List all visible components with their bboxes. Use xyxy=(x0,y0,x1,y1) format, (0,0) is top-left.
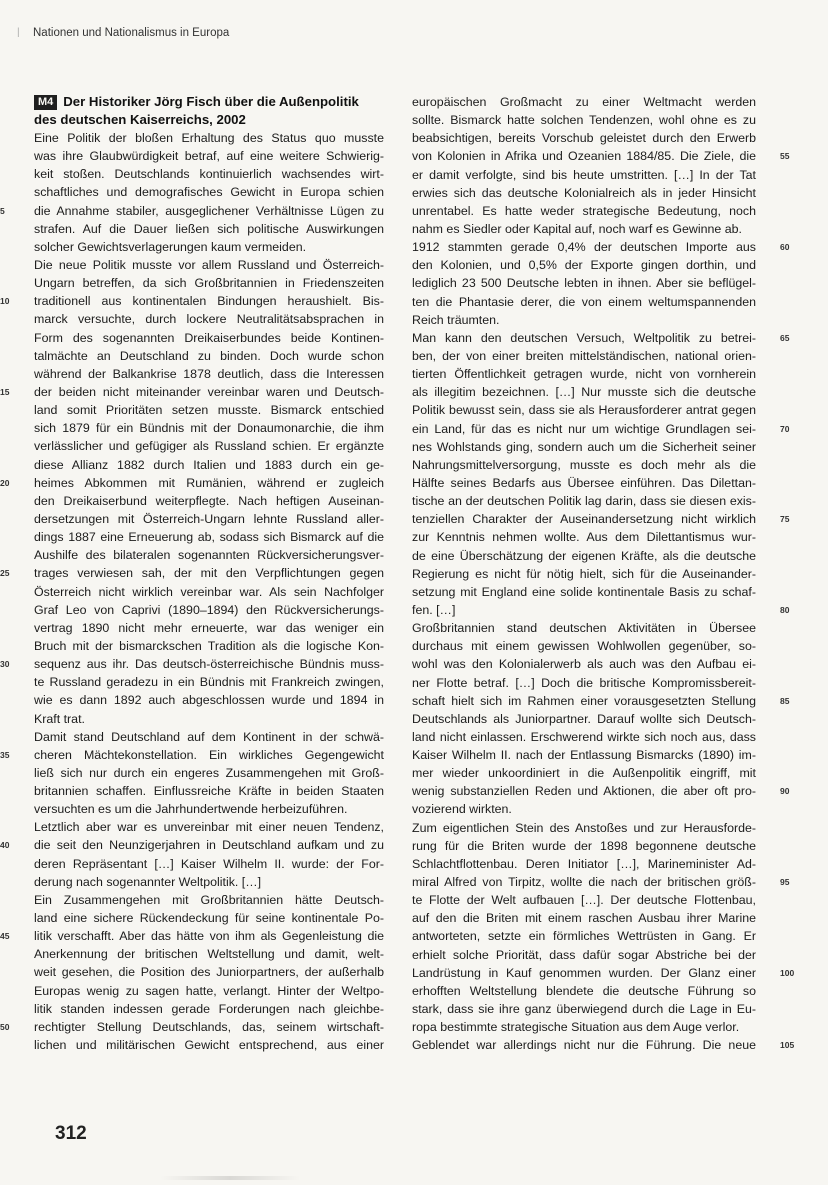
line-number: 25 xyxy=(0,568,10,579)
text-line xyxy=(0,202,384,220)
line-text: diese Allianz 1882 durch Italien und 1883 durch ein ge- xyxy=(34,457,384,472)
line-text: strafen. Auf die Dauer ließen sich politische Auswirkungen xyxy=(34,221,384,236)
line-text: durchaus mit einem gewissen Wohlwollen gegenüber, so- xyxy=(412,639,756,654)
text-line xyxy=(412,166,756,184)
text-line xyxy=(412,946,756,964)
line-number: 40 xyxy=(0,840,10,851)
running-head xyxy=(17,27,230,39)
right-column xyxy=(412,93,795,1054)
text-line xyxy=(0,383,384,401)
text-line xyxy=(412,764,756,782)
line-text: ließ sich nur durch ein engeres Zusammengehen mit Groß- xyxy=(34,765,384,780)
line-number: 100 xyxy=(780,967,795,978)
text-line xyxy=(412,274,756,292)
line-text: Österreich nicht wirklich vereinbar war. Als sein Nachfolger xyxy=(34,584,384,599)
line-number: 60 xyxy=(780,242,790,253)
line-text: heimes Abkommen mit Rumänien, während er zugleich xyxy=(34,475,384,490)
line-text: tierten Öffentlichkeit getragen wurde, nicht von vornherein xyxy=(412,367,756,382)
text-line xyxy=(34,165,384,183)
text-line xyxy=(34,310,384,328)
line-text: sollte. Bismarck hatte solchen Tendenzen, wohl ohne es zu xyxy=(412,113,756,128)
text-line xyxy=(412,891,756,909)
text-line xyxy=(412,111,756,129)
line-text: keit stoßen. Deutschlands kontinuierlich wachsendes wirt- xyxy=(34,167,384,182)
text-line xyxy=(0,655,384,673)
text-line xyxy=(412,383,756,401)
line-text: die seit den Neunzigerjahren in Deutschland aufkam und zu xyxy=(34,838,384,853)
text-line xyxy=(34,492,384,510)
text-line xyxy=(412,619,756,637)
line-text: rung für die Briten wurde der 1898 begonnene deutsche xyxy=(412,838,756,853)
text-line xyxy=(34,1000,384,1018)
text-line xyxy=(34,546,384,564)
text-line xyxy=(0,836,384,854)
left-text-block xyxy=(0,129,384,1054)
line-text: als illegitim bezeichnen. […] Nur musste sich die deutsche xyxy=(412,385,756,400)
line-text: Europas wenig zu sagen hatte, verlangt. Hinter der Weltpo- xyxy=(34,983,384,998)
text-line xyxy=(34,855,384,873)
line-text: Landrüstung in Kauf genommen wurden. Der Glanz einer xyxy=(412,965,756,980)
line-text: Man kann den deutschen Versuch, Weltpolitik zu betrei- xyxy=(412,330,756,345)
line-text: Geblendet war allerdings nicht nur die Führung. Die neue xyxy=(412,1038,756,1053)
line-text: tenziellen Charakter der Auseinandersetzung nicht wirklich xyxy=(412,512,756,527)
line-number: 20 xyxy=(0,477,10,488)
text-line xyxy=(412,728,756,746)
line-text: dings 1887 eine Erneuerung ab, sodass sich Bismarck auf die xyxy=(34,530,384,545)
text-line xyxy=(34,818,384,836)
text-line xyxy=(34,800,384,818)
text-line xyxy=(34,347,384,365)
line-text: Graf Leo von Caprivi (1890–1894) den Rückversicherungs- xyxy=(34,602,384,617)
line-text: während der Balkankrise 1878 deutlich, dass die Interessen xyxy=(34,366,384,381)
line-text: schaft hielt sich im Rahmen einer vorausgesetzten Stellung xyxy=(412,693,756,708)
line-text: mer wieder unkoordiniert in die Außenpolitik eingriff, mit xyxy=(412,766,756,781)
text-line xyxy=(412,547,756,565)
line-number: 90 xyxy=(780,786,790,797)
line-text: stark, dass sie ihre ganz überwiegend durch die Lage in Eu- xyxy=(412,1002,756,1017)
running-head-text: Nationen und Nationalismus in Europa xyxy=(33,27,230,39)
text-line xyxy=(0,1018,384,1036)
text-line xyxy=(412,311,756,329)
right-text-block xyxy=(412,93,795,1054)
line-text: te Russland geradezu in ein Bündnis mit Frankreich zwingen, xyxy=(34,675,384,690)
text-line xyxy=(0,474,384,492)
text-line xyxy=(412,129,756,147)
line-number: 30 xyxy=(0,659,10,670)
line-text: nahm es Siedler oder Kapital auf, noch warf es Gewinne ab. xyxy=(412,221,742,236)
line-text: traditionell aus kontinentalen Bindungen heraushielt. Bis- xyxy=(34,294,384,309)
line-text: ropa bestimmte strategische Situation aus dem Auge verlor. xyxy=(412,1020,740,1035)
line-text: Bruch mit der bismarckschen Tradition als die logische Kon- xyxy=(34,638,384,653)
text-line xyxy=(34,419,384,437)
line-number: 85 xyxy=(780,695,790,706)
line-text: Die neue Politik musste vor allem Russland und Österreich- xyxy=(34,257,384,272)
text-line xyxy=(412,329,790,347)
text-line xyxy=(34,691,384,709)
text-line xyxy=(412,456,756,474)
text-line xyxy=(412,964,795,982)
text-line xyxy=(34,982,384,1000)
text-line xyxy=(412,528,756,546)
text-line xyxy=(0,292,384,310)
line-text: Anerkennung der britischen Weltstellung und damit, welt- xyxy=(34,947,384,962)
text-line xyxy=(34,365,384,383)
text-line xyxy=(412,837,756,855)
line-text: Kaiser Wilhelm II. nach der Entlassung Bismarcks (1890) im- xyxy=(412,748,756,763)
text-line xyxy=(34,256,384,274)
line-text: Zum eigentlichen Stein des Anstoßes und zur Herausforde- xyxy=(412,820,756,835)
text-line xyxy=(0,927,384,945)
line-text: vozierend wirkten. xyxy=(412,802,512,817)
footer-mark xyxy=(160,1176,300,1180)
text-line xyxy=(34,728,384,746)
page-number: 312 xyxy=(55,1123,87,1144)
line-text: Ungarn betreffen, da sich Großbritannien in Friedenszeiten xyxy=(34,276,384,291)
line-text: te Flotte der Welt aufbauen […]. Der deutsche Flottenbau, xyxy=(412,893,756,908)
line-text: trages verwiesen sah, der mit den Verpflichtungen gegen xyxy=(34,566,384,581)
line-text: Form des sogenannten Dreikaiserbundes beide Kontinen- xyxy=(34,330,384,345)
text-line xyxy=(412,782,790,800)
line-text: beabsichtigen, bereits Vorschub geleistet durch den Erwerb xyxy=(412,131,756,146)
line-text: schaftliches und demografisches Gewicht in Europa schien xyxy=(34,185,384,200)
text-line xyxy=(412,256,756,274)
source-title-line1: Der Historiker Jörg Fisch über die Außenpolitik xyxy=(63,94,359,109)
text-line xyxy=(412,1000,756,1018)
line-text: wenig substanziellen Reden und Aktionen, die aber oft pro- xyxy=(412,784,756,799)
text-line xyxy=(412,492,756,510)
line-text: ben, der von einer breiten mittelständischen, national orien- xyxy=(412,348,756,363)
text-line xyxy=(34,710,384,728)
text-line xyxy=(34,637,384,655)
text-line xyxy=(34,963,384,981)
text-line xyxy=(412,710,756,728)
text-line xyxy=(34,909,384,927)
text-line xyxy=(34,220,384,238)
source-badge: M4 xyxy=(34,95,57,110)
text-line xyxy=(34,1036,384,1054)
line-text: er damit verfolgte, sind bis heute umstritten. […] In der Tat xyxy=(412,167,756,182)
text-line xyxy=(412,293,756,311)
line-number: 80 xyxy=(780,604,790,615)
text-line xyxy=(34,274,384,292)
text-line xyxy=(412,746,756,764)
line-number: 5 xyxy=(0,205,5,216)
text-line xyxy=(412,147,790,165)
line-text: ein Land, für das es nicht nur um wichtige Grundlagen sei- xyxy=(412,421,756,436)
line-text: ten die Phantasie derer, die von einem weltumspannenden xyxy=(412,294,756,309)
margin-mark: | xyxy=(17,27,20,38)
text-line xyxy=(34,456,384,474)
line-text: vertrag 1890 nicht mehr erneuerte, war das weniger ein xyxy=(34,620,384,635)
line-text: Letztlich aber war es unvereinbar mit einer neuen Tendenz, xyxy=(34,820,384,835)
line-text: solcher Gewichtsverlagerungen kaum vermeiden. xyxy=(34,239,307,254)
text-line xyxy=(34,764,384,782)
line-text: von Kolonien in Afrika und Ozeanien 1884/85. Die Ziele, die xyxy=(412,149,756,164)
line-text: Politik bewusst sein, dass sie als Herausforderer antrat gegen xyxy=(412,403,756,418)
line-number: 105 xyxy=(780,1040,795,1051)
line-number: 45 xyxy=(0,931,10,942)
text-line xyxy=(34,619,384,637)
text-line xyxy=(412,674,756,692)
line-text: setzung mit England eine solide kontinentale Basis zu schaf- xyxy=(412,584,756,599)
line-text: Damit stand Deutschland auf dem Kontinent in der schwä- xyxy=(34,729,384,744)
line-text: wohl was den Kolonialerwerb als auch was den Aufbau ei- xyxy=(412,657,756,672)
line-number: 10 xyxy=(0,296,10,307)
text-line xyxy=(412,202,756,220)
line-text: dersetzungen mit Österreich-Ungarn lehnte Russland aller- xyxy=(34,511,384,526)
line-text: der beiden nicht miteinander vereinbar waren und Deutsch- xyxy=(34,384,384,399)
line-text: Nahrungsmittelversorgung, musste es doch mehr als die xyxy=(412,457,756,472)
text-line xyxy=(412,401,756,419)
line-text: marck versuchte, durch lockere Neutralitätsabsprachen in xyxy=(34,312,384,327)
line-text: erhofften Weltstellung blendete die deutsche Führung so xyxy=(412,983,756,998)
text-line xyxy=(412,474,756,492)
left-column xyxy=(0,93,384,1054)
source-title-line2: des deutschen Kaiserreichs, 2002 xyxy=(34,112,246,127)
line-text: litik verschafft. Aber das hätte von ihm als Gegenleistung die xyxy=(34,929,384,944)
text-line xyxy=(412,601,790,619)
line-number: 55 xyxy=(780,151,790,162)
text-line xyxy=(412,655,756,673)
line-text: sich 1879 für ein Bündnis mit der Donaumonarchie, die ihm xyxy=(34,421,384,436)
line-text: sequenz aus ihr. Das deutsch-österreichische Bündnis muss- xyxy=(34,657,384,672)
text-line xyxy=(412,220,756,238)
text-line xyxy=(412,1036,795,1054)
line-text: erhielt solche Priorität, dass dafür sogar Abstriche bei der xyxy=(412,947,756,962)
line-text: was ihre Glaubwürdigkeit betraf, auf eine weitere Schwierig- xyxy=(34,149,384,164)
text-line xyxy=(34,873,384,891)
text-line xyxy=(34,528,384,546)
text-line xyxy=(412,637,756,655)
line-text: Ein Zusammengehen mit Großbritannien hätte Deutsch- xyxy=(34,892,384,907)
line-text: die Annahme stabiler, ausgeglichener Verhältnisse Lügen zu xyxy=(34,203,384,218)
text-line xyxy=(412,927,756,945)
line-text: Eine Politik der bloßen Erhaltung des Status quo musste xyxy=(34,131,384,145)
line-text: zur Kenntnis nehmen wollte. Aus dem Dilettantismus wur- xyxy=(412,530,756,545)
line-text: rechtigter Stellung Deutschlands, das, seinem wirtschaft- xyxy=(34,1019,384,1034)
text-line xyxy=(412,909,756,927)
text-line xyxy=(34,329,384,347)
text-line xyxy=(34,437,384,455)
line-text: lichen und militärischen Gewicht entsprechend, aus einer xyxy=(34,1038,384,1053)
line-number: 50 xyxy=(0,1021,10,1032)
text-line xyxy=(412,347,756,365)
line-text: weit gesehen, die Position des Juniorpartners, der außerhalb xyxy=(34,965,384,980)
text-line xyxy=(34,945,384,963)
text-line xyxy=(34,129,384,147)
text-line xyxy=(412,365,756,383)
text-line xyxy=(34,891,384,909)
line-number: 75 xyxy=(780,514,790,525)
line-text: land eine sichere Rückendeckung für seine kontinentale Po- xyxy=(34,911,384,926)
line-text: nes Wohlstands ging, sondern auch um die Sicherheit seiner xyxy=(412,439,756,454)
text-line xyxy=(34,238,384,256)
text-line xyxy=(412,438,756,456)
line-text: den Dreikaiserbund weiterpflegte. Nach heftigen Auseinan- xyxy=(34,493,384,508)
line-text: Regierung es nicht für nötig hielt, sich für die Auseinander- xyxy=(412,566,756,581)
line-text: cheren Mächtekonstellation. Ein wirkliches Gegengewicht xyxy=(34,747,384,762)
line-text: britannien schaffen. Einflussreiche Kräfte in beiden Staaten xyxy=(34,784,384,799)
line-text: miral Alfred von Tirpitz, wollte die nach der britischen größ- xyxy=(412,875,756,890)
text-line xyxy=(412,692,790,710)
line-text: land nicht einlassen. Erschwerend wirkte sich noch aus, dass xyxy=(412,729,756,744)
line-number: 95 xyxy=(780,877,790,888)
line-text: Aushilfe des bilateralen sogenannten Rückversicherungsver- xyxy=(34,548,384,563)
line-text: litik standen indessen gerade Forderungen nach gleichbe- xyxy=(34,1001,384,1016)
line-number: 35 xyxy=(0,749,10,760)
text-line xyxy=(412,93,756,111)
text-line xyxy=(412,873,790,891)
line-number: 70 xyxy=(780,423,790,434)
line-text: tische an der deutschen Politik lag darin, dass sie diesen exis- xyxy=(412,494,756,509)
text-line xyxy=(412,1018,756,1036)
line-text: Kraft trat. xyxy=(34,711,85,726)
line-text: auf den die Briten mit einem raschen Ausbau ihrer Marine xyxy=(412,911,756,926)
line-text: wie es dann 1892 auch abgeschlossen wurde und 1894 in xyxy=(34,693,384,708)
text-line xyxy=(34,583,384,601)
text-line xyxy=(34,147,384,165)
text-line xyxy=(0,746,384,764)
line-text: de eine Überschätzung der eigenen Kräfte, als die deutsche xyxy=(412,548,756,563)
text-line xyxy=(34,183,384,201)
line-text: unrentabel. Es hatte weder strategische Bedeutung, noch xyxy=(412,203,756,218)
text-line xyxy=(34,510,384,528)
line-text: fen. […] xyxy=(412,602,456,617)
text-line xyxy=(34,782,384,800)
text-line xyxy=(412,510,790,528)
text-line xyxy=(412,982,756,1000)
text-line xyxy=(412,420,790,438)
line-text: versuchten es um die Jahrhundertwende herbeizuführen. xyxy=(34,802,348,817)
line-text: den Kolonien, und 0,5% der Exporte gingen dorthin, und xyxy=(412,258,756,273)
line-text: erwies sich das deutsche Kolonialreich als in jeder Hinsicht xyxy=(412,185,756,200)
text-line xyxy=(412,184,756,202)
text-line xyxy=(0,564,384,582)
line-text: Reich träumten. xyxy=(412,312,500,327)
line-text: 1912 stammten gerade 0,4% der deutschen Importe aus xyxy=(412,240,756,255)
text-line xyxy=(34,673,384,691)
line-text: Hälfte seines Bedarfs aus Übersee einführen. Das Dilettan- xyxy=(412,475,756,490)
line-text: deren Repräsentant […] Kaiser Wilhelm II. wurde: der For- xyxy=(34,856,384,871)
line-text: land somit Prioritäten setzen musste. Bismarck entschied xyxy=(34,403,384,418)
line-text: Deutschlands als Juniorpartner. Darauf wollte sich Deutsch- xyxy=(412,711,756,726)
line-text: antworteten, setzte ein förmliches Wettrüsten in Gang. Er xyxy=(412,929,756,944)
line-text: europäischen Großmacht zu einer Weltmacht werden xyxy=(412,95,756,109)
text-line xyxy=(412,855,756,873)
line-text: ner Flotte betraf. […] Doch die britische Kompromissbereit- xyxy=(412,675,756,690)
line-number: 15 xyxy=(0,386,10,397)
text-line xyxy=(412,583,756,601)
text-line xyxy=(412,800,756,818)
text-line xyxy=(34,601,384,619)
text-line xyxy=(412,565,756,583)
line-text: derung nach sogenannter Weltpolitik. […] xyxy=(34,874,262,889)
source-heading xyxy=(34,93,384,129)
text-line xyxy=(412,238,790,256)
line-text: lediglich 23 500 Deutsche lebten in ihnen. Aber sie beflügel- xyxy=(412,276,756,291)
text-line xyxy=(34,401,384,419)
line-text: talmächte an Deutschland zu binden. Doch wurde schon xyxy=(34,348,384,363)
text-line xyxy=(412,819,756,837)
line-text: Großbritannien stand deutschen Aktivitäten in Übersee xyxy=(412,621,756,636)
line-number: 65 xyxy=(780,332,790,343)
line-text: Schlachtflottenbau. Deren Initiator […], Marineminister Ad- xyxy=(412,856,756,871)
line-text: verlässlicher und gefügiger als Russland schien. Er ergänzte xyxy=(34,439,384,454)
